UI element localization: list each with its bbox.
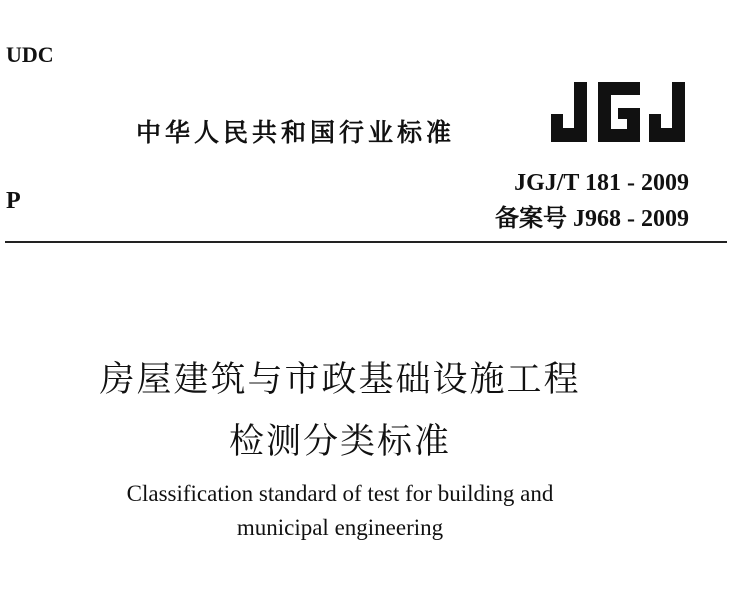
standard-number: JGJ/T 181 - 2009 <box>514 170 689 196</box>
title-en-line-2: municipal engineering <box>236 515 444 540</box>
issuer-title: 中华人民共和国行业标准 <box>136 118 456 147</box>
udc-label: UDC <box>6 42 54 67</box>
title-zh-line-2: 检测分类标准 <box>228 422 451 462</box>
logo-label: JGJ <box>620 152 622 153</box>
header-divider <box>5 241 727 243</box>
record-number: 备案号 J968 - 2009 <box>495 206 689 232</box>
title-zh-line-1: 房屋建筑与市政基础设施工程 <box>99 360 581 400</box>
jgj-logo <box>548 76 694 154</box>
classification-code: P <box>6 188 21 214</box>
title-en-line-1: Classification standard of test for building and <box>126 481 554 506</box>
